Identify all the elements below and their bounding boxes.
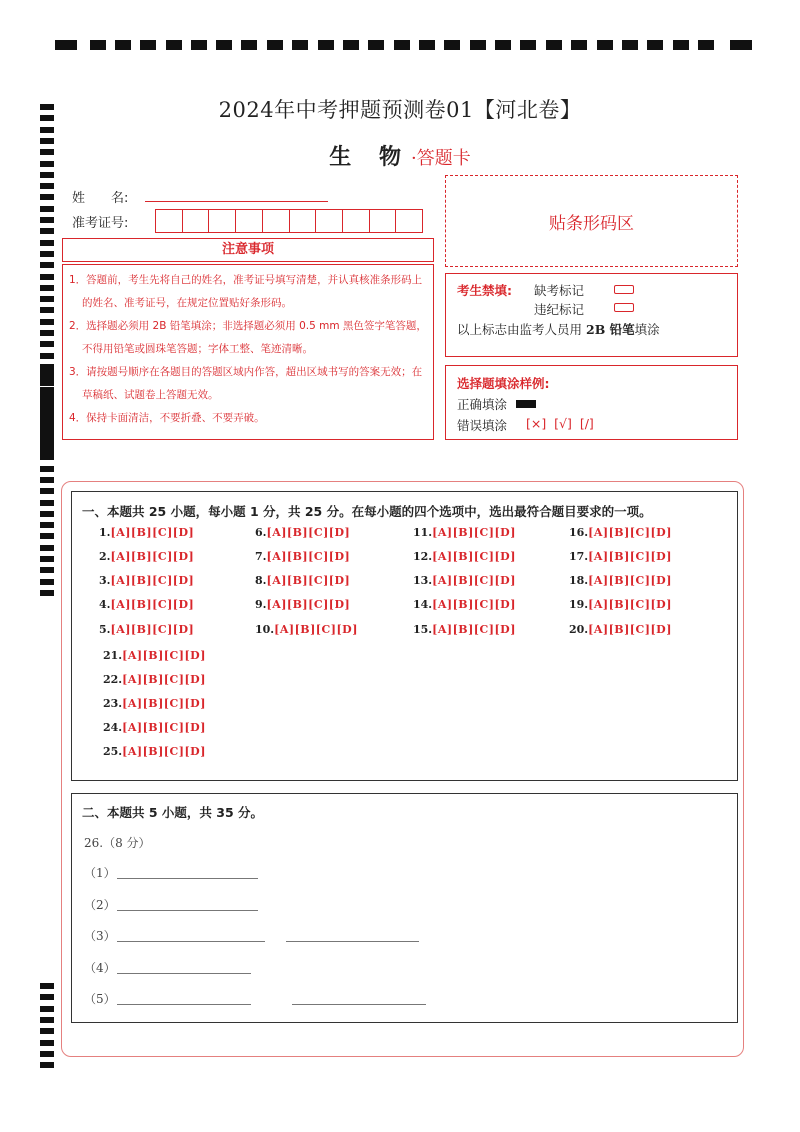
timing-mark	[40, 437, 54, 443]
choice-question	[99, 574, 194, 587]
choice-question	[99, 598, 194, 611]
timing-mark	[40, 319, 54, 325]
timing-mark	[241, 40, 257, 50]
subject-title	[0, 140, 800, 171]
question-number: 19.	[569, 598, 589, 611]
timing-mark	[40, 194, 54, 200]
choice-question	[413, 574, 516, 587]
choice-question	[413, 526, 516, 539]
timing-mark	[40, 353, 54, 359]
answer-options[interactable]: [A][B][C][D]	[432, 623, 516, 636]
answer-options[interactable]: [A][B][C][D]	[110, 598, 195, 611]
timing-mark	[55, 40, 77, 50]
answer-options[interactable]: [A][B][C][D]	[432, 574, 516, 587]
part-label: （2）	[84, 898, 116, 912]
choice-question	[103, 697, 206, 710]
section-choice	[71, 491, 738, 781]
timing-mark	[520, 40, 536, 50]
wrong-fill-samples: [×] [√] [/]	[526, 416, 594, 431]
answer-options[interactable]: [A][B][C][D]	[122, 649, 206, 662]
forbid-title: 考生禁填:	[457, 283, 512, 298]
choice-question	[103, 673, 206, 686]
wrong-label: 错误填涂	[457, 418, 508, 433]
id-label: 准考证号:	[72, 216, 129, 231]
name-field[interactable]	[145, 201, 328, 202]
choice-question	[569, 598, 672, 611]
forbid-box	[445, 273, 738, 357]
question-number: 23.	[103, 697, 123, 710]
question-number: 11.	[413, 526, 433, 539]
timing-mark	[40, 206, 54, 212]
timing-mark	[40, 994, 54, 1000]
question-26: 26.（8 分）	[84, 836, 151, 850]
answer-line[interactable]	[117, 1004, 251, 1005]
answer-options[interactable]: [A][B][C][D]	[266, 526, 351, 539]
answer-options[interactable]: [A][B][C][D]	[110, 623, 195, 636]
forbid-note-end: 填涂	[634, 322, 660, 337]
timing-mark	[444, 40, 460, 50]
timing-mark	[140, 40, 156, 50]
timing-mark	[40, 477, 54, 483]
answer-line[interactable]	[117, 878, 258, 879]
timing-mark	[622, 40, 638, 50]
timing-mark	[40, 511, 54, 517]
choice-question	[413, 623, 516, 636]
answer-line[interactable]	[286, 941, 419, 942]
timing-mark	[40, 522, 54, 528]
timing-mark	[40, 341, 54, 347]
forbid-note-bold: 2B 铅笔	[586, 322, 635, 337]
correct-fill-sample	[516, 400, 536, 408]
timing-mark	[40, 448, 54, 454]
barcode-label: 贴条形码区	[549, 213, 634, 234]
question-number: 2.	[99, 550, 111, 563]
timing-mark	[546, 40, 562, 50]
timing-mark	[40, 228, 54, 234]
notice-item: 2．选择题必须用 2B 铅笔填涂；非选择题必须用 0.5 mm 黑色签字笔答题，不得用铅笔或圆珠笔答题；字体工整、笔迹清晰。	[69, 320, 427, 355]
answer-options[interactable]: [A][B][C][D]	[122, 745, 206, 758]
part-label: （3）	[84, 929, 116, 943]
timing-mark	[40, 545, 54, 551]
correct-label: 正确填涂	[457, 397, 508, 412]
subject-dot: ·	[410, 148, 417, 169]
timing-mark	[40, 285, 54, 291]
question-number: 25.	[103, 745, 123, 758]
timing-mark	[191, 40, 207, 50]
answer-options[interactable]: [A][B][C][D]	[274, 623, 358, 636]
choice-question	[255, 526, 350, 539]
name-label: 姓 名:	[72, 191, 129, 206]
answer-line[interactable]	[292, 1004, 426, 1005]
question-number: 8.	[255, 574, 267, 587]
answer-options[interactable]: [A][B][C][D]	[110, 526, 195, 539]
timing-mark	[115, 40, 131, 50]
timing-mark	[40, 296, 54, 302]
notice-item: 3．请按题号顺序在各题目的答题区域内作答，超出区域书写的答案无效；在草稿纸、试题卷上答题无效。	[69, 366, 423, 401]
absent-label: 缺考标记	[534, 283, 585, 298]
notice-title: 注意事项	[62, 238, 434, 262]
timing-mark	[40, 426, 54, 432]
answer-options[interactable]: [A][B][C][D]	[110, 574, 195, 587]
answer-options[interactable]: [A][B][C][D]	[588, 574, 672, 587]
timing-mark	[40, 567, 54, 573]
timing-mark	[40, 172, 54, 178]
section1-heading: 一、本题共 25 小题，每小题 1 分，共 25 分。在每小题的四个选项中，选出最符合题目要求的一项。	[82, 504, 652, 519]
timing-mark	[597, 40, 613, 50]
answer-options[interactable]: [A][B][C][D]	[122, 721, 206, 734]
question-number: 10.	[255, 623, 275, 636]
answer-options[interactable]: [A][B][C][D]	[588, 526, 672, 539]
answer-options[interactable]: [A][B][C][D]	[122, 697, 206, 710]
timing-mark	[40, 983, 54, 989]
choice-question	[255, 550, 350, 563]
sample-title: 选择题填涂样例:	[457, 376, 550, 391]
timing-mark	[90, 40, 106, 50]
timing-mark	[40, 392, 54, 398]
timing-mark	[166, 40, 182, 50]
timing-mark	[40, 1051, 54, 1057]
timing-mark	[40, 251, 54, 257]
question-number: 24.	[103, 721, 123, 734]
timing-mark	[40, 217, 54, 223]
timing-mark	[343, 40, 359, 50]
timing-mark	[40, 500, 54, 506]
timing-mark	[40, 454, 54, 460]
choice-question	[103, 745, 206, 758]
timing-mark	[267, 40, 283, 50]
timing-mark	[470, 40, 486, 50]
timing-mark	[698, 40, 714, 50]
choice-question	[99, 623, 194, 636]
timing-mark	[40, 183, 54, 189]
answer-options[interactable]: [A][B][C][D]	[588, 598, 672, 611]
timing-mark	[40, 466, 54, 472]
timing-mark	[40, 403, 54, 409]
notice-item: 4．保持卡面清洁，不要折叠、不要弄破。	[69, 412, 265, 424]
answer-options[interactable]: [A][B][C][D]	[122, 673, 206, 686]
violation-mark-box[interactable]	[614, 303, 634, 312]
timing-mark	[318, 40, 334, 50]
question-number: 17.	[569, 550, 589, 563]
part-label: （5）	[84, 992, 116, 1006]
timing-mark	[40, 127, 54, 133]
choice-question	[103, 721, 206, 734]
answer-options[interactable]: [A][B][C][D]	[432, 526, 516, 539]
timing-mark	[673, 40, 689, 50]
section-fill	[71, 793, 738, 1023]
timing-mark	[495, 40, 511, 50]
timing-mark	[40, 274, 54, 280]
choice-question	[255, 574, 350, 587]
subject-name: 生 物	[329, 144, 411, 170]
timing-mark	[40, 1062, 54, 1068]
timing-mark	[40, 590, 54, 596]
answer-line[interactable]	[117, 941, 265, 942]
question-number: 4.	[99, 598, 111, 611]
choice-question	[413, 550, 516, 563]
question-number: 13.	[413, 574, 433, 587]
answer-options[interactable]: [A][B][C][D]	[588, 550, 672, 563]
timing-mark	[40, 1028, 54, 1034]
timing-mark	[40, 579, 54, 585]
question-number: 20.	[569, 623, 589, 636]
timing-mark	[40, 1017, 54, 1023]
timing-mark	[40, 414, 54, 420]
absent-mark-box[interactable]	[614, 285, 634, 294]
notice-box	[62, 264, 434, 440]
choice-question	[413, 598, 516, 611]
timing-mark	[40, 533, 54, 539]
answer-line[interactable]	[117, 910, 258, 911]
timing-mark	[394, 40, 410, 50]
barcode-area	[445, 175, 738, 267]
timing-mark	[647, 40, 663, 50]
choice-question	[255, 623, 358, 636]
answer-line[interactable]	[117, 973, 251, 974]
timing-mark	[40, 330, 54, 336]
timing-mark	[40, 1040, 54, 1046]
answer-options[interactable]: [A][B][C][D]	[432, 598, 516, 611]
card-label: 答题卡	[416, 148, 471, 169]
answer-options[interactable]: [A][B][C][D]	[266, 574, 351, 587]
choice-question	[99, 550, 194, 563]
choice-question	[569, 623, 672, 636]
timing-mark	[40, 488, 54, 494]
question-number: 7.	[255, 550, 267, 563]
question-number: 15.	[413, 623, 433, 636]
question-number: 16.	[569, 526, 589, 539]
question-number: 21.	[103, 649, 123, 662]
question-number: 22.	[103, 673, 123, 686]
timing-mark	[216, 40, 232, 50]
answer-options[interactable]: [A][B][C][D]	[432, 550, 516, 563]
choice-question	[99, 526, 194, 539]
answer-options[interactable]: [A][B][C][D]	[266, 598, 351, 611]
timing-mark	[730, 40, 752, 50]
choice-question	[569, 550, 672, 563]
sample-box	[445, 365, 738, 440]
timing-mark	[368, 40, 384, 50]
timing-mark	[40, 556, 54, 562]
forbid-note-text: 以上标志由监考人员用	[457, 322, 583, 337]
choice-question	[255, 598, 350, 611]
part-label: （1）	[84, 866, 116, 880]
question-number: 14.	[413, 598, 433, 611]
answer-options[interactable]: [A][B][C][D]	[266, 550, 351, 563]
question-number: 18.	[569, 574, 589, 587]
part-label: （4）	[84, 961, 116, 975]
forbid-note	[457, 320, 660, 338]
question-number: 6.	[255, 526, 267, 539]
question-number: 3.	[99, 574, 111, 587]
page-title: 2024年中考押题预测卷01【河北卷】	[218, 98, 582, 122]
choice-question	[103, 649, 206, 662]
timing-mark	[40, 369, 54, 375]
timing-mark	[419, 40, 435, 50]
question-number: 9.	[255, 598, 267, 611]
violation-label: 违纪标记	[534, 302, 585, 317]
timing-mark	[40, 380, 54, 386]
question-number: 1.	[99, 526, 111, 539]
id-number-boxes[interactable]	[155, 209, 423, 233]
choice-question	[569, 526, 672, 539]
answer-options[interactable]: [A][B][C][D]	[110, 550, 195, 563]
answer-options[interactable]: [A][B][C][D]	[588, 623, 672, 636]
question-number: 5.	[99, 623, 111, 636]
choice-question	[569, 574, 672, 587]
timing-mark	[40, 307, 54, 313]
question-number: 12.	[413, 550, 433, 563]
timing-mark	[40, 240, 54, 246]
notice-item: 1．答题前，考生先将自己的姓名，准考证号填写清楚，并认真核准条形码上的姓名、准考证号，在规定位置贴好条形码。	[69, 274, 423, 309]
timing-mark	[40, 1006, 54, 1012]
section2-heading: 二、本题共 5 小题，共 35 分。	[82, 805, 264, 820]
timing-mark	[571, 40, 587, 50]
timing-mark	[40, 262, 54, 268]
timing-mark	[292, 40, 308, 50]
